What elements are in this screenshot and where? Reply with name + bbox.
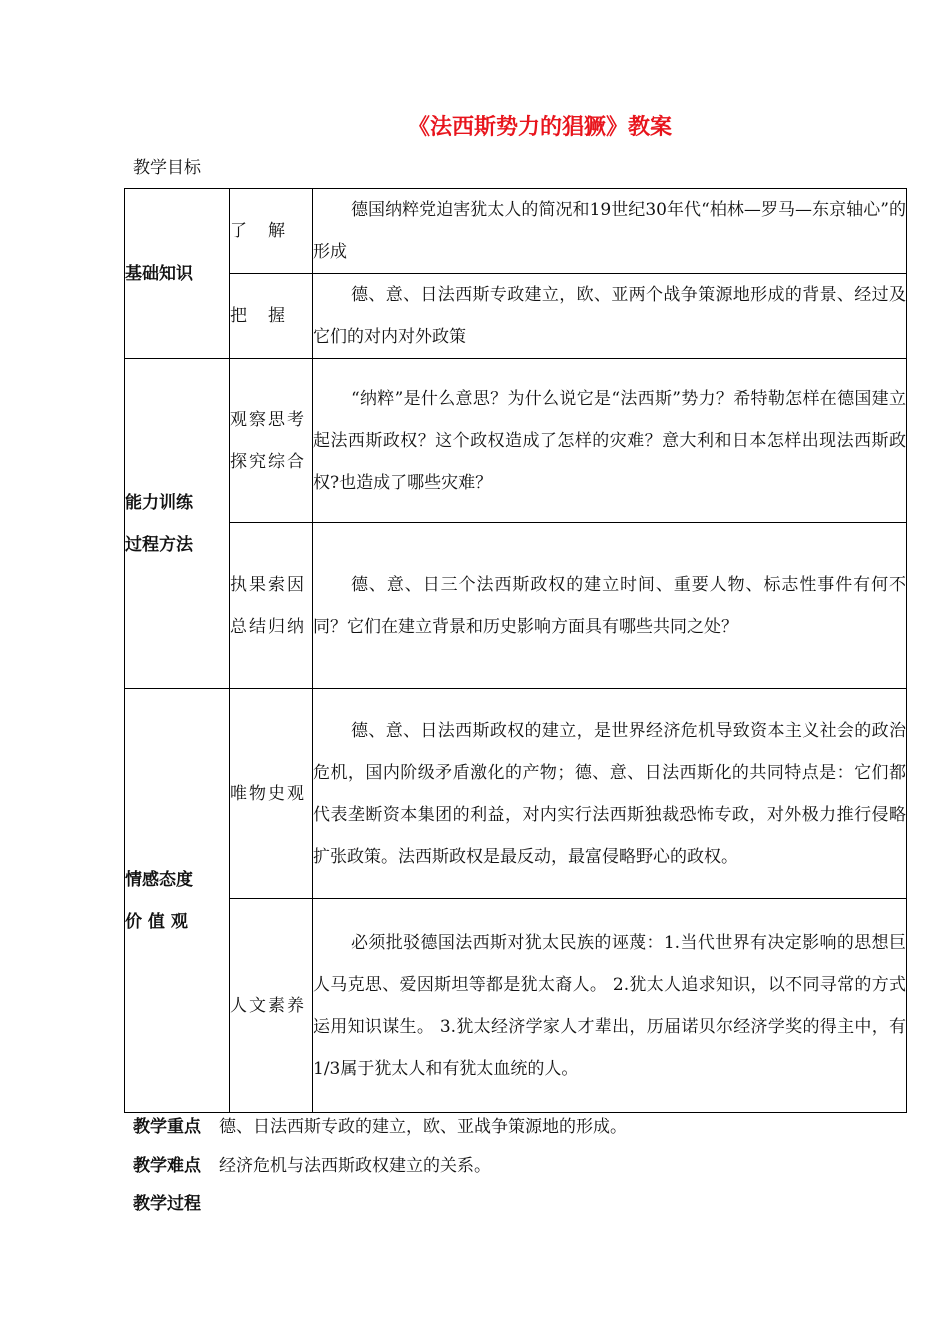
objectives-table (124, 188, 907, 1113)
key-point-text: 德、日法西斯专政的建立，欧、亚战争策源地的形成。 (219, 1117, 627, 1137)
category-basic: 基础知识 (125, 189, 230, 359)
sub-humanities: 人文素养 (230, 899, 313, 1113)
sub-cause (230, 523, 313, 689)
objectives-label: 教学目标 (133, 158, 201, 178)
category-ability (125, 359, 230, 689)
difficulty-line (133, 1151, 491, 1176)
process-label: 教学过程 (133, 1194, 201, 1214)
desc-grasp: 德、意、日法西斯专政建立，欧、亚两个战争策源地形成的背景、经过及它们的对内对外政策 (313, 274, 907, 359)
key-point-label: 教学重点 (133, 1117, 201, 1137)
category-emotion-line2: 价 值 观 (125, 911, 188, 932)
table-row (125, 689, 907, 899)
table-row (125, 189, 907, 274)
process-line (133, 1189, 219, 1214)
difficulty-label: 教学难点 (133, 1156, 201, 1176)
category-emotion (125, 689, 230, 1113)
category-emotion-line1: 情感态度 (125, 869, 193, 890)
sub-cause-line2: 总结归纳 (230, 616, 306, 637)
sub-observe (230, 359, 313, 523)
sub-grasp: 把 握 (230, 274, 313, 359)
document-title: 《法西斯势力的猖獗》教案 (407, 115, 672, 140)
key-point-line (133, 1112, 627, 1137)
desc-understand: 德国纳粹党迫害犹太人的简况和19世纪30年代“柏林—罗马—东京轴心”的形成 (313, 189, 907, 274)
sub-materialism: 唯物史观 (230, 689, 313, 899)
category-ability-line1: 能力训练 (125, 492, 193, 513)
table-row (125, 899, 907, 1113)
table-row (125, 523, 907, 689)
sub-observe-line1: 观察思考 (230, 409, 306, 430)
sub-understand: 了 解 (230, 189, 313, 274)
category-ability-line2: 过程方法 (125, 534, 193, 555)
table-row (125, 359, 907, 523)
difficulty-text: 经济危机与法西斯政权建立的关系。 (219, 1156, 491, 1176)
desc-observe: “纳粹”是什么意思？为什么说它是“法西斯”势力？希特勒怎样在德国建立起法西斯政权？这个政权造成了怎样的灾难？意大利和日本怎样出现法西斯政权?也造成了哪些灾难？ (313, 359, 907, 523)
desc-humanities: 必须批驳德国法西斯对犹太民族的诬蔑：1.当代世界有决定影响的思想巨人马克思、爱因斯坦等都是犹太裔人。 2.犹太人追求知识，以不同寻常的方式运用知识谋生。 3.犹太经济学家人才辈出，历届诺贝尔经济学奖的得主中，有1/3属于犹太人和有犹太血统的人。 (313, 899, 907, 1113)
desc-cause: 德、意、日三个法西斯政权的建立时间、重要人物、标志性事件有何不同？它们在建立背景和历史影响方面具有哪些共同之处？ (313, 523, 907, 689)
table-row (125, 274, 907, 359)
sub-cause-line1: 执果索因 (230, 574, 306, 595)
desc-materialism: 德、意、日法西斯政权的建立，是世界经济危机导致资本主义社会的政治危机，国内阶级矛盾激化的产物；德、意、日法西斯化的共同特点是：它们都代表垄断资本集团的利益，对内实行法西斯独裁恐怖专政，对外极力推行侵略扩张政策。法西斯政权是最反动，最富侵略野心的政权。 (313, 689, 907, 899)
sub-observe-line2: 探究综合 (230, 451, 306, 472)
